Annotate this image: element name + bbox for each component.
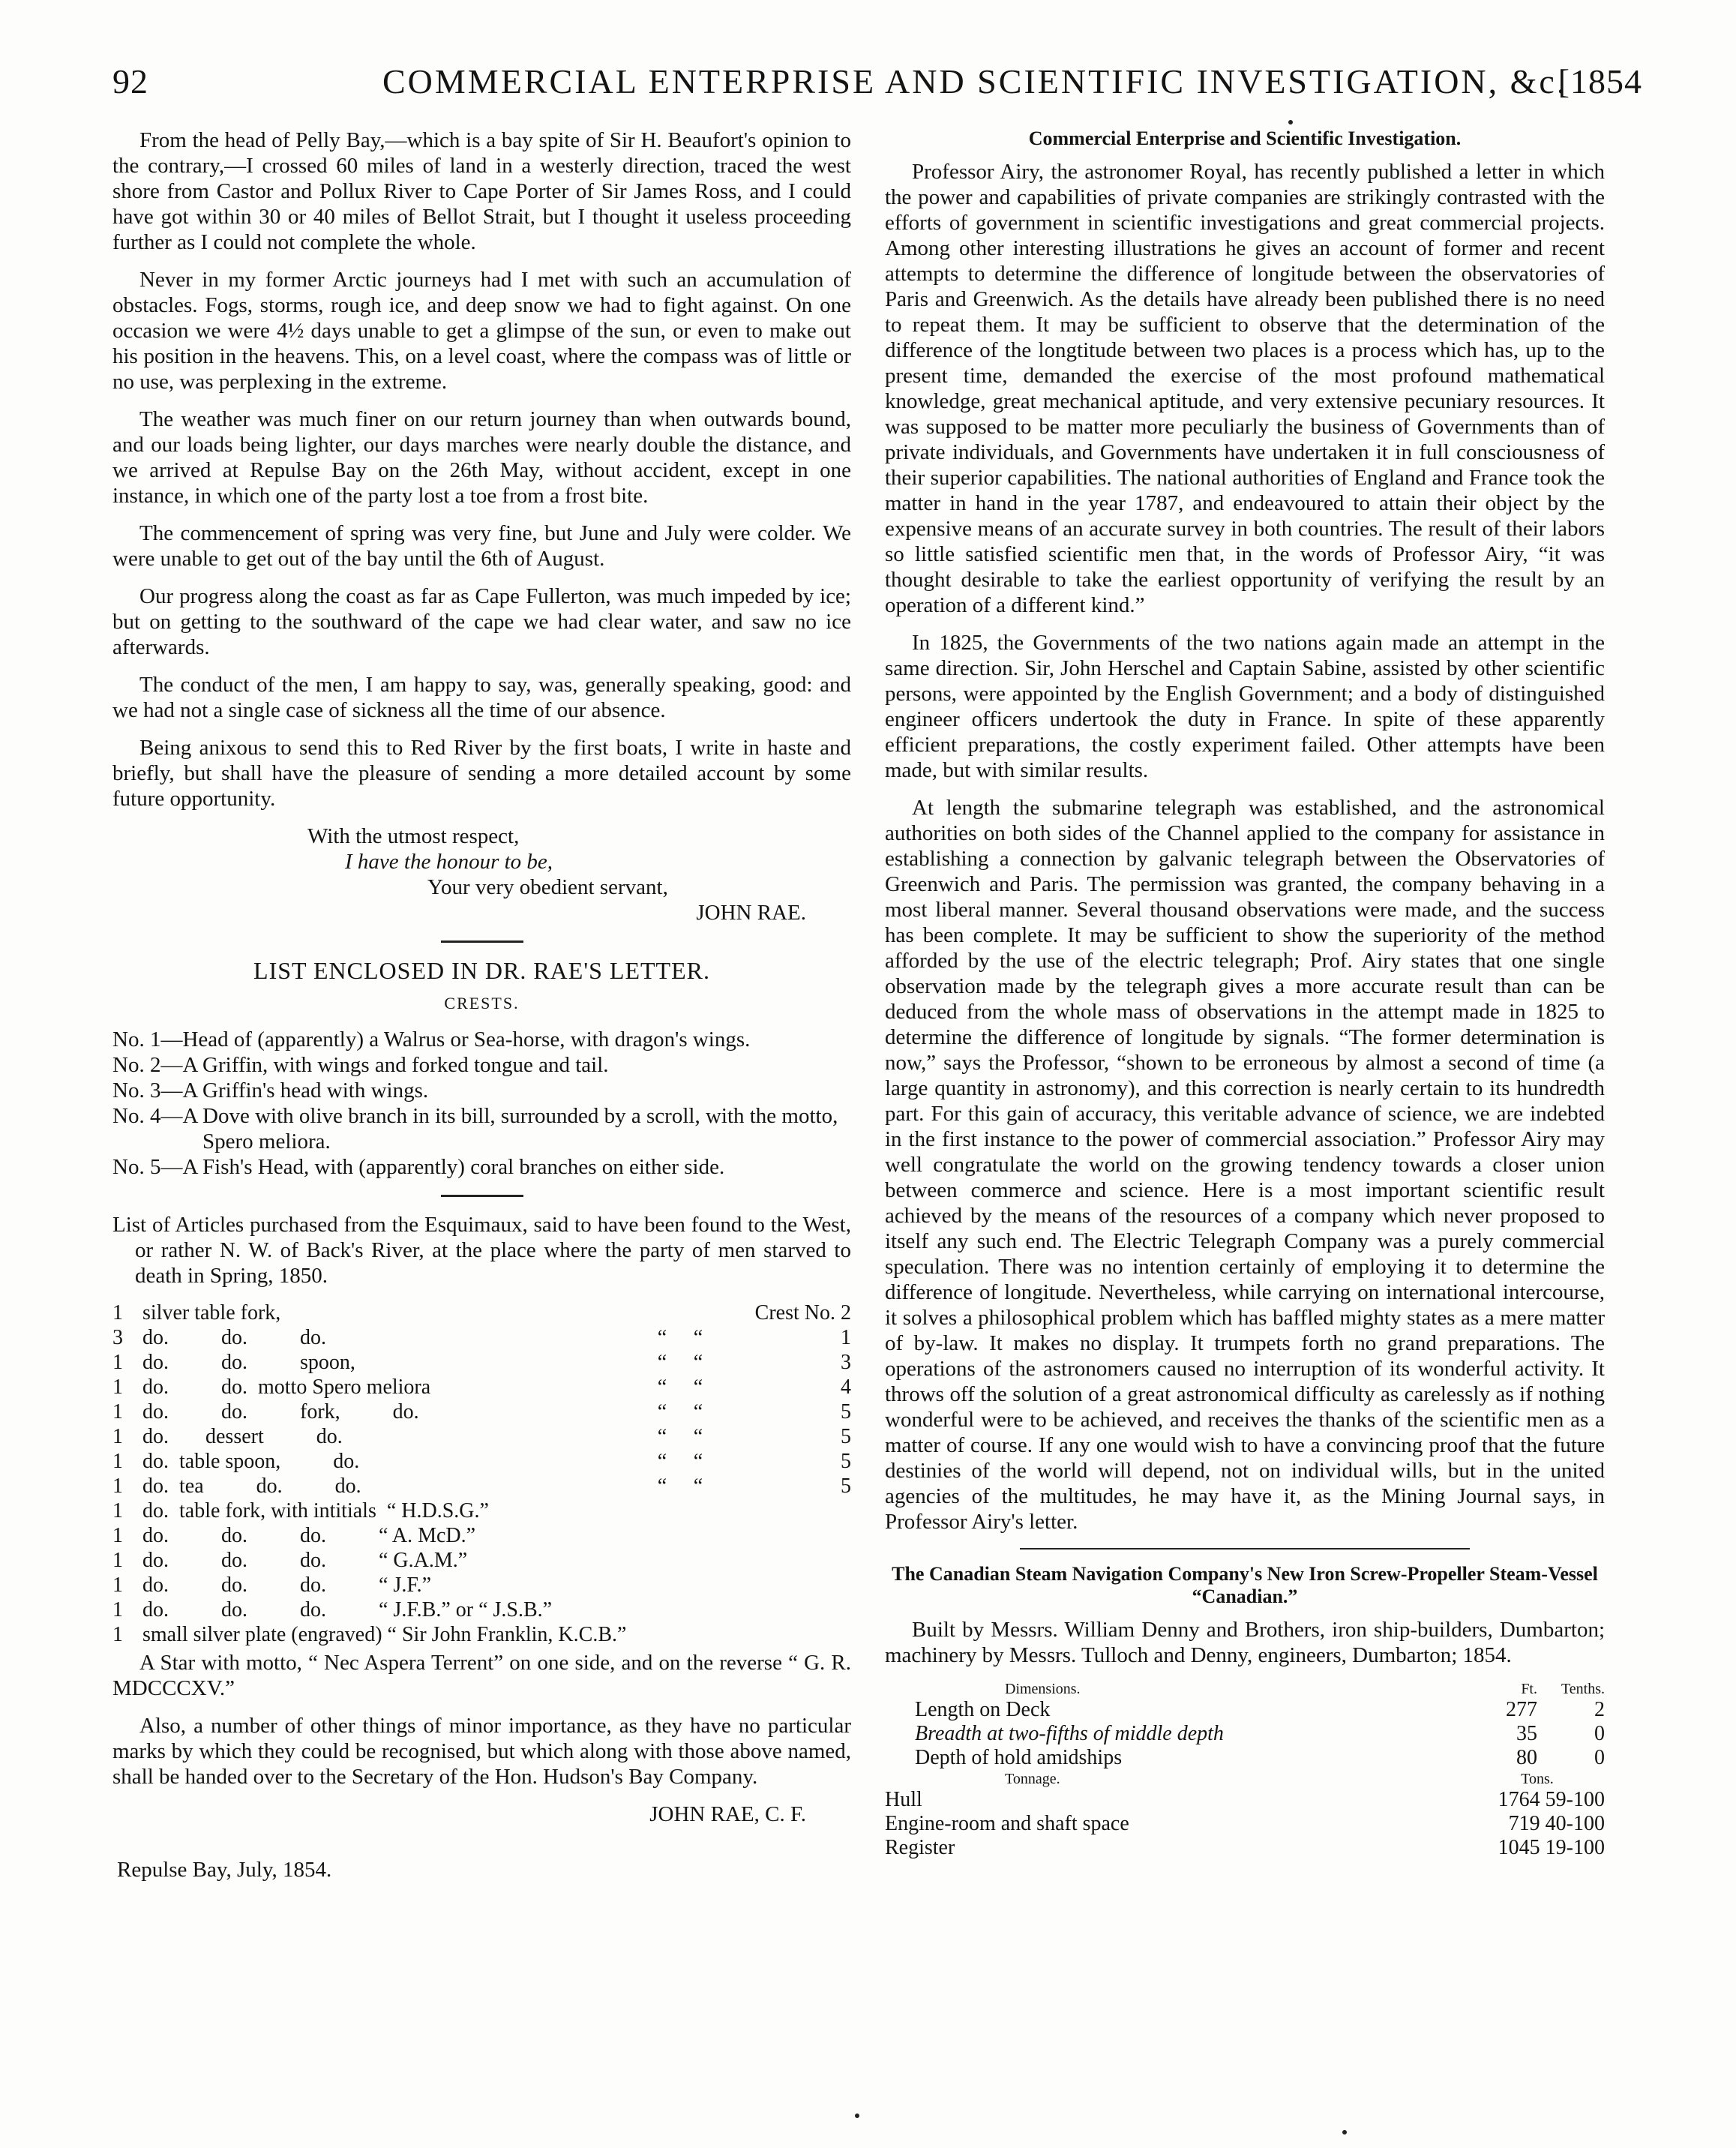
article-crest: 4 [841, 1376, 851, 1399]
crest-list-title: LIST ENCLOSED IN DR. RAE'S LETTER. [253, 957, 710, 984]
ditto-mark [680, 1598, 716, 1622]
article-description: do. do. do. “ A. McD.” [142, 1524, 476, 1547]
article-quantity: 1 [112, 1400, 123, 1424]
ditto-mark: “ [657, 1400, 667, 1424]
page-header [112, 62, 1642, 106]
article-row [112, 1474, 851, 1498]
dimension-tenths: 2 [1594, 1698, 1605, 1721]
print-speck [855, 2114, 859, 2118]
section-divider [1020, 1548, 1470, 1550]
crest-list-subtitle: CRESTS. [444, 994, 520, 1012]
article-crest [716, 1548, 851, 1573]
ditto-mark: “ [693, 1326, 703, 1349]
article-quantity: 1 [112, 1524, 123, 1547]
article-crest [716, 1622, 851, 1647]
col-ft-heading: Ft. [1521, 1681, 1537, 1697]
ditto-mark: “ [693, 1425, 703, 1448]
crest-item: No. 5—A Fish's Head, with (apparently) coral branches on either side. [112, 1155, 725, 1179]
tonnage-value: 1045 19-100 [1498, 1836, 1605, 1859]
articles-intro: List of Articles purchased from the Esquimaux, said to have been found to the West, or rather N. W. of Back's River, at the place where the party of men starved to death in Spring, 1850. [112, 1213, 851, 1288]
running-title: COMMERCIAL ENTERPRISE AND SCIENTIFIC INVESTIGATION, &c. [382, 62, 1568, 100]
ditto-mark: “ [657, 1376, 667, 1399]
dimension-feet: 35 [1516, 1722, 1537, 1745]
article-quantity: 1 [112, 1598, 123, 1622]
article-crest: 3 [841, 1351, 851, 1374]
ditto-mark [680, 1498, 716, 1523]
letter-closing: With the utmost respect, [307, 824, 520, 848]
ditto-mark [680, 1548, 716, 1573]
ditto-mark [644, 1622, 680, 1647]
article-description: small silver plate (engraved) “ Sir John Franklin, K.C.B.” [142, 1623, 627, 1646]
ditto-mark: “ [693, 1450, 703, 1473]
ditto-mark [644, 1498, 680, 1523]
left-column [112, 128, 851, 1894]
article-quantity: 1 [112, 1425, 123, 1448]
article-crest: 1 [841, 1326, 851, 1349]
section-divider [441, 1195, 523, 1197]
article-description: do. tea do. do. [142, 1474, 361, 1498]
article-row [112, 1375, 851, 1400]
tonnage-heading: Tonnage. [1005, 1771, 1060, 1787]
steamer-specs-table [885, 1680, 1605, 1860]
crest-item: No. 3—A Griffin's head with wings. [112, 1078, 429, 1102]
dimension-row [885, 1698, 1605, 1722]
crest-list [112, 1027, 851, 1180]
ditto-mark: “ [657, 1425, 667, 1448]
article-quantity: 1 [112, 1450, 123, 1473]
letter-paragraph: Being anixous to send this to Red River by the first boats, I write in haste and briefly, but shall have the pleasure of sending a more detailed account by some future opportunity. [112, 736, 851, 811]
dimension-feet: 277 [1506, 1698, 1537, 1721]
article-description: silver table fork, [142, 1301, 281, 1324]
article-row [112, 1622, 851, 1647]
dimension-tenths: 0 [1594, 1722, 1605, 1745]
letter-signature: JOHN RAE. [696, 901, 806, 925]
crest-item: No. 4—A Dove with olive branch in its bill, surrounded by a scroll, with the motto, Spero meliora. [112, 1104, 838, 1154]
section-divider [441, 940, 523, 943]
tonnage-label: Register [885, 1836, 955, 1859]
article-crest [716, 1523, 851, 1548]
letter-paragraph: Never in my former Arctic journeys had I met with such an accumulation of obstacles. Fogs, storms, rough ice, and deep snow we had to fight against. On one occasion we were 4½ days unable to get a glimpse of the sun, or even to make out his position in the heavens. This, on a level coast, where the compass was of little or no use, was perplexing in the extreme. [112, 268, 851, 394]
article-crest: 5 [841, 1450, 851, 1473]
article-row [112, 1548, 851, 1573]
article-quantity: 1 [112, 1351, 123, 1374]
tonnage-row [885, 1788, 1605, 1812]
articles-table [112, 1300, 851, 1647]
ditto-mark [680, 1573, 716, 1598]
article-row [112, 1498, 851, 1523]
article-row [112, 1325, 851, 1350]
rae-letter [112, 128, 851, 926]
ditto-mark [644, 1548, 680, 1573]
article-quantity: 1 [112, 1376, 123, 1399]
dimension-label: Breadth at two-fifths of middle depth [915, 1722, 1224, 1745]
tonnage-label: Engine-room and shaft space [885, 1812, 1129, 1835]
steamer-intro: Built by Messrs. William Denny and Brothers, iron ship-builders, Dumbarton; machinery by Messrs. Tulloch and Denny, engineers, Dumbarton; 1854. [885, 1618, 1605, 1667]
article-paragraph: In 1825, the Governments of the two nations again made an attempt in the same direction. Sir, John Herschel and Captain Sabine, assisted by other scientific persons, were appointed by the English Government; and a body of distinguished engineer officers undertook the duty in France. In spite of these apparently efficient preparations, the costly experiment failed. Other attempts have been made, but with similar results. [885, 631, 1605, 782]
header-year: [1854 [1558, 62, 1642, 100]
dimensions-heading: Dimensions. [1005, 1681, 1081, 1697]
article-description: do. do. do. “ J.F.” [142, 1574, 432, 1597]
articles-section [112, 1212, 851, 1882]
ditto-mark: “ [693, 1400, 703, 1424]
articles-signature: JOHN RAE, C. F. [649, 1802, 806, 1826]
steamer-article-title: The Canadian Steam Navigation Company's New Iron Screw-Propeller Steam-Vessel “Canadian.” [892, 1563, 1598, 1607]
article-row [112, 1424, 851, 1449]
letter-paragraph: The weather was much finer on our return journey than when outwards bound, and our loads being lighter, our days marches were nearly double the distance, and we arrived at Repulse Bay on the 26th May, without accident, except in one instance, in which one of the party lost a toe from a frost bite. [112, 407, 851, 508]
letter-paragraph: The commencement of spring was very fine, but June and July were colder. We were unable to get out of the bay until the 6th of August. [112, 521, 851, 571]
airy-article-title: Commercial Enterprise and Scientific Investigation. [1028, 128, 1462, 149]
print-speck [1342, 2130, 1347, 2134]
crest-item: No. 2—A Griffin, with wings and forked tongue and tail. [112, 1053, 609, 1077]
article-row [112, 1598, 851, 1622]
dimension-label: Depth of hold amidships [915, 1746, 1123, 1769]
dimension-row [885, 1746, 1605, 1770]
tonnage-row [885, 1812, 1605, 1836]
article-description: do. do. spoon, [142, 1351, 355, 1374]
article-crest: 5 [841, 1400, 851, 1424]
tonnage-row [885, 1836, 1605, 1860]
ditto-mark: “ [693, 1351, 703, 1374]
article-crest: 5 [841, 1474, 851, 1498]
article-quantity: 1 [112, 1301, 123, 1324]
article-paragraph: At length the submarine telegraph was established, and the astronomical authorities on both sides of the Channel applied to the company for assistance in establishing a connection by galvanic telegraph between the Observatories of Greenwich and Paris. The permission was granted, the company behaving in a most liberal manner. Several thousand observations were made, and the success has been complete. It may be sufficient to show the superiority of the method afforded by the use of the electric telegraph; Prof. Airy states that one single observation made by the telegraph gives a more accurate result than can be deduced from the whole mass of observations in the attempt made in 1825 to determine the difference of longitude by signals. “The former determination is now,” says the Professor, “shown to be erroneous by almost a second of time (a large quantity in astronomy), and this correction is nearly certain to its hundredth part. For this gain of accuracy, this veritable advance of science, we are indebted in the first instance to the power of commercial association.” Professor Airy may well congratulate the world on the growing tendency towards a closer union between commerce and science. Here is a most important scientific result achieved by the means of the resources of a company which never proposed to itself any such end. The Electric Telegraph Company was a purely commercial speculation. There was no intention certainly of employing it to determine the difference of longitude. Nevertheless, while carrying on international intercourse, it solves a philosophical problem which has baffled mighty states as a mere matter of by-law. It makes no display. It trumpets forth no grand preparations. The operations of the astronomers caused no interruption of its wonderful activity. It throws off the solution of a great astronomical difficulty as carelessly as if nothing wonderful were to be achieved, and receives the thanks of the scientific men as a matter of course. If any one would wish to have a convincing proof that the future destinies of the world will depend, not on individual wills, but in the united agencies of the multitudes, he may have it, as the Mining Journal says, in Professor Airy's letter. [885, 796, 1605, 1534]
ditto-mark [644, 1573, 680, 1598]
airy-article [885, 128, 1605, 1534]
article-description: do. do. motto Spero meliora [142, 1376, 431, 1399]
ditto-mark [680, 1523, 716, 1548]
ditto-mark: “ [657, 1474, 667, 1498]
col-tenths-heading: Tenths. [1561, 1681, 1605, 1697]
article-quantity: 1 [112, 1574, 123, 1597]
article-row [112, 1400, 851, 1424]
article-crest [716, 1498, 851, 1523]
article-row [112, 1350, 851, 1375]
article-row [112, 1300, 851, 1325]
ditto-mark: “ [657, 1326, 667, 1349]
article-row [112, 1573, 851, 1598]
article-quantity: 1 [112, 1549, 123, 1572]
article-description: do. do. do. “ J.F.B.” or “ J.S.B.” [142, 1598, 553, 1622]
letter-paragraph: The conduct of the men, I am happy to say, was, generally speaking, good: and we had not a single case of sickness all the time of our absence. [112, 673, 851, 722]
ditto-mark [644, 1300, 680, 1325]
article-description: do. do. do. “ G.A.M.” [142, 1549, 468, 1572]
print-speck [1288, 120, 1293, 124]
ditto-mark: “ [693, 1376, 703, 1399]
article-description: do. do. fork, do. [142, 1400, 419, 1424]
article-crest [716, 1598, 851, 1622]
letter-closing: Your very obedient servant, [427, 875, 668, 899]
letter-paragraph: From the head of Pelly Bay,—which is a bay spite of Sir H. Beaufort's opinion to the contrary,—I crossed 60 miles of land in a westerly direction, traced the west shore from Castor and Pollux River to Cape Porter of Sir James Ross, and I could have got within 30 or 40 miles of Bellot Strait, but I thought it useless proceeding further as I could not complete the whole. [112, 128, 851, 254]
dimension-feet: 80 [1516, 1746, 1537, 1769]
ditto-mark: “ [693, 1474, 703, 1498]
dimension-row [885, 1722, 1605, 1746]
tonnage-label: Hull [885, 1788, 922, 1811]
dimension-label: Length on Deck [915, 1698, 1051, 1721]
article-description: do. do. do. [142, 1326, 326, 1349]
article-row [112, 1449, 851, 1474]
ditto-mark: “ [657, 1450, 667, 1473]
page-number: 92 [112, 62, 148, 100]
article-description: do. dessert do. [142, 1425, 343, 1448]
ditto-mark: “ [657, 1351, 667, 1374]
letter-closing: I have the honour to be, [345, 850, 553, 874]
article-paragraph: Professor Airy, the astronomer Royal, has recently published a letter in which the power and capabilities of private companies are strikingly contrasted with the efforts of government in scientific investigations and great commercial projects. Among other interesting illustrations he gives an account of former and recent attempts to determine the difference of longitude between the observatories of Paris and Greenwich. As the details have already been published there is no need to repeat them. It may be sufficient to observe that the determination of the difference of the longtitude between two places is a process which has, up to the present time, demanded the exercise of the most profound mathematical knowledge, great mechanical aptitude, and very extensive pecuniary resources. It was supposed to be matter more peculiarly the business of Governments than of private individuals, and Governments have undertaken it in full consciousness of their superior capabilities. The national authorities of England and France took the matter in hand in the year 1787, and endeavoured to attain their object by the expensive means of an accurate survey in both countries. The result of their labors so little satisfied scientific men that, in the words of Professor Airy, “it was thought desirable to take the earliest opportunity of verifying the result by an operation of a different kind.” [885, 160, 1605, 617]
article-description: do. table fork, with intitials “ H.D.S.G.” [142, 1499, 489, 1522]
article-row [112, 1523, 851, 1548]
article-crest [716, 1573, 851, 1598]
letter-paragraph: Our progress along the coast as far as Cape Fullerton, was much impeded by ice; but on getting to the southward of the cape we had clear water, and saw no ice afterwards. [112, 584, 851, 659]
star-note: A Star with motto, “ Nec Aspera Terrent” on one side, and on the reverse “ G. R. MDCCCXV.” [112, 1651, 851, 1700]
steamer-article [885, 1563, 1605, 1860]
crest-item: No. 1—Head of (apparently) a Walrus or Sea-horse, with dragon's wings. [112, 1028, 751, 1052]
ditto-mark [680, 1300, 716, 1325]
ditto-mark [644, 1523, 680, 1548]
article-crest: Crest No. 2 [754, 1301, 851, 1324]
article-quantity: 1 [112, 1499, 123, 1522]
also-note: Also, a number of other things of minor importance, as they have no particular marks by which they could be recognised, but which along with those above named, shall be handed over to the Secretary of the Hon. Hudson's Bay Company. [112, 1714, 851, 1789]
article-quantity: 1 [112, 1623, 123, 1646]
ditto-mark [680, 1622, 716, 1647]
tonnage-value: 719 40-100 [1508, 1812, 1605, 1835]
tonnage-value: 1764 59-100 [1498, 1788, 1605, 1811]
article-crest: 5 [841, 1425, 851, 1448]
right-column [885, 128, 1605, 1860]
crest-list-section [112, 958, 851, 1180]
place-date: Repulse Bay, July, 1854. [117, 1858, 332, 1882]
dimension-tenths: 0 [1594, 1746, 1605, 1769]
ditto-mark [644, 1598, 680, 1622]
col-tons-heading: Tons. [1521, 1771, 1554, 1787]
article-description: do. table spoon, do. [142, 1450, 360, 1473]
article-quantity: 1 [112, 1474, 123, 1498]
article-quantity: 3 [112, 1326, 123, 1349]
